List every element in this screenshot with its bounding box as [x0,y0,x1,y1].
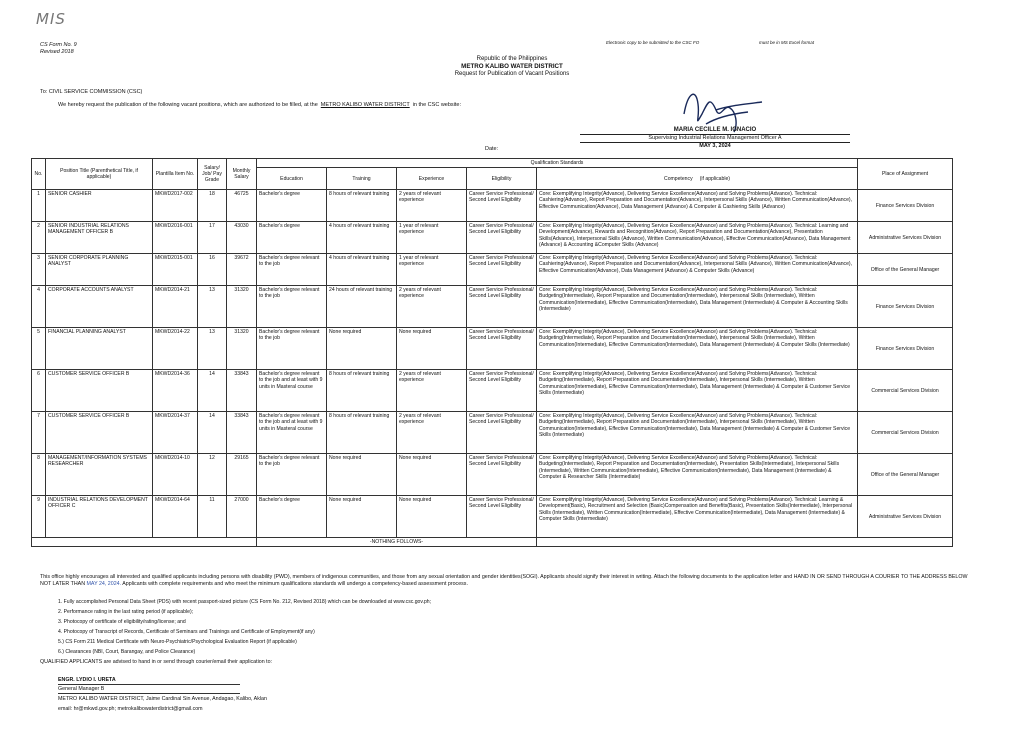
general-manager-block [58,676,267,714]
training-req: 8 hours of relevant training [327,190,397,222]
competency-req: Core: Exemplifying Integrity(Advance), Delivering Service Excellence(Advance) and Solving Problems(Advance). Technical: Budgeting(Intermediate), Report Preparation and Documentation(Intermediate), Presentation Skills(Intermediate), Interpersonal Skills (Intermediate), Written Communication(Intermediate), Effective Communication(Intermediate), Data Management (Intermediate) & Computer & Researcher Skills (Intermediate) [537,454,858,496]
monthly-salary: 31320 [227,286,257,328]
training-req: 8 hours of relevant training [327,412,397,454]
place-of-assignment: Office of the General Manager [858,254,953,286]
position-title: SENIOR CORPORATE PLANNING ANALYST [46,254,153,286]
position-title: FINANCIAL PLANNING ANALYST [46,328,153,370]
plantilla-item: MKWD2014-21 [153,286,198,328]
form-number-label: CS Form No. 9 [40,42,77,48]
notice-text: This office highly encourages all interested and qualified applicants including persons with disability (PWD), members of indigenous communities, and those from any sexual orientation and gender identities(SOGI). Applicants should signify their interest in writing. Attach the following documents to the application letter and HAND IN OR SEND THROUGH A COURIER TO THE ADDRESS BELOW NOT LATER THAN [40,574,968,587]
signatory-block [600,127,830,150]
training-req: 4 hours of relevant training [327,254,397,286]
footer-blank [32,538,257,547]
position-title: CORPORATE ACCOUNTS ANALYST [46,286,153,328]
place-of-assignment: Office of the General Manager [858,454,953,496]
education-req: Bachelor's degree relevant to the job [257,254,327,286]
agency-name: METRO KALIBO WATER DISTRICT [461,63,563,71]
training-req: None required [327,454,397,496]
place-of-assignment: Commercial Services Division [858,370,953,412]
header-salary-grade: Salary/ Job/ Pay Grade [198,159,227,190]
table-row [32,222,953,254]
row-number: 2 [32,222,46,254]
electronic-copy-note: Electronic copy to be submitted to the CSC FO [606,40,700,45]
header-competency-note: (if applicable) [699,175,730,182]
competency-req: Core: Exemplifying Integrity(Advance), Delivering Service Excellence(Advance) and Solving Problems(Advance). Technical: Learning and Development(Advance), Rewards and Recognition(Advance), Report Preparation and Documentation(Advance), Presentation Skills(Advance), Interpersonal Skills (Advance), Written Communication(Advance), Effective Communication(Advance), Data Management (Advance) & Accounting &Computer Skills (Advance) [537,222,858,254]
republic-line: Republic of the Philippines [476,56,548,62]
notice-text2: Applicants with complete requirements and who meet the minimum qualifications standards will undergo a competency-based assessment process. [122,581,468,587]
table-row [32,254,953,286]
table-row [32,190,953,222]
monthly-salary: 33843 [227,370,257,412]
form-revised-label: Revised 2018 [40,49,74,55]
competency-req: Core: Exemplifying Integrity(Advance), Delivering Service Excellence(Advance) and Solving Problems(Advance). Technical: Budgeting(Intermediate), Report Preparation and Documentation(Intermediate), Interpersonal Skills (Intermediate), Written Communication(Intermediate), Effective Communication(Intermediate), Data Management (Intermediate) & Computer & Customer Service Skills (Intermediate) [537,370,858,412]
education-req: Bachelor's degree relevant to the job [257,286,327,328]
notice-deadline: MAY 24, 2024. [86,581,122,587]
monthly-salary: 31320 [227,328,257,370]
header-training: Training [327,168,397,190]
salary-grade: 18 [198,190,227,222]
header-position: Position Title (Parenthetical Title, if applicable) [46,159,153,190]
experience-req: 2 years of relevant experience [397,286,467,328]
request-agency: METRO KALIBO WATER DISTRICT [320,102,410,108]
competency-req: Core: Exemplifying Integrity(Advance), Delivering Service Excellence(Advance) and Solving Problems(Advance). Technical: Budgeting(Intermediate), Report Preparation and Documentation(Intermediate), Interpersonal Skills (Intermediate), Written Communication(Intermediate), Effective Communication(Intermediate), Data Management (Intermediate) & Computer & Accounting Skills (Intermediate) [537,286,858,328]
date-label: Date: [485,146,499,152]
monthly-salary: 33843 [227,412,257,454]
request-prefix: We hereby request the publication of the following vacant positions, which are authorized to be filled, at the [58,102,318,108]
row-number: 6 [32,370,46,412]
requirement-item: 4. Photocopy of Transcript of Records, Certificate of Seminars and Trainings and Certificate of Employment(if any) [58,629,315,635]
experience-req: None required [397,328,467,370]
place-of-assignment: Finance Services Division [858,190,953,222]
header-competency [537,168,858,190]
salary-grade: 17 [198,222,227,254]
experience-req: 1 year of relevant experience [397,254,467,286]
gm-name: ENGR. LYDIO I. URETA [58,677,116,683]
signatory-date: MAY 3, 2024 [699,143,731,149]
qualified-applicants-note: QUALIFIED APPLICANTS are advised to hand in or send through courier/email their application to: [40,659,273,665]
row-number: 4 [32,286,46,328]
monthly-salary: 39672 [227,254,257,286]
header-competency-label: Competency [664,175,693,182]
competency-req: Core: Exemplifying Integrity(Advance), Delivering Service Excellence(Advance) and Solving Problems(Advance). Technical: Learning & Development(Basic), Recruitment and Selection (Basic)Compensation and Benefits(Basic), Presentation Skills(Intermediate), Interpersonal Skills (Intermediate), Written Communication(Intermediate), Effective Communication(Intermediate), Data Management (Intermediate) & Computer Skills (Intermediate) [537,496,858,538]
salary-grade: 14 [198,370,227,412]
header-eligibility: Eligibility [467,168,537,190]
experience-req: 2 years of relevant experience [397,412,467,454]
salary-grade: 11 [198,496,227,538]
education-req: Bachelor's degree relevant to the job and at least with 9 units in Masteral course [257,412,327,454]
eligibility-req: Career Service Professional/ Second Level Eligibility [467,496,537,538]
position-title: INDUSTRIAL RELATIONS DEVELOPMENT OFFICER C [46,496,153,538]
signatory-name: MARIA CECILLE M. IGNACIO [673,127,757,133]
table-row [32,286,953,328]
salary-grade: 13 [198,286,227,328]
plantilla-item: MKWD2015-001 [153,254,198,286]
training-req: 4 hours of relevant training [327,222,397,254]
position-title: CUSTOMER SERVICE OFFICER B [46,370,153,412]
training-req: None required [327,328,397,370]
document-header [0,56,1024,79]
header-plantilla: Plantilla Item No. [153,159,198,190]
footer-blank-right [537,538,953,547]
form-number [40,42,77,56]
signatory-title: Supervising Industrial Relations Management Officer A [648,135,782,141]
plantilla-item: MKWD2014-37 [153,412,198,454]
requirement-item: 3. Photocopy of certificate of eligibility/rating/license; and [58,619,186,625]
position-title: MANAGEMENT/INFORMATION SYSTEMS RESEARCHER [46,454,153,496]
row-number: 3 [32,254,46,286]
education-req: Bachelor's degree [257,190,327,222]
request-suffix: in the CSC website: [412,102,462,108]
vacant-positions-table [31,158,953,547]
eligibility-req: Career Service Professional/ Second Level Eligibility [467,328,537,370]
education-req: Bachelor's degree relevant to the job [257,328,327,370]
position-title: SENIOR INDUSTRIAL RELATIONS MANAGEMENT OFFICER B [46,222,153,254]
addressee-line: To: CIVIL SERVICE COMMISSION (CSC) [40,89,143,95]
table-row [32,328,953,370]
gm-title: General Manager B [58,686,105,692]
monthly-salary: 43030 [227,222,257,254]
header-qualification: Qualification Standards [257,159,858,168]
place-of-assignment: Administrative Services Division [858,496,953,538]
plantilla-item: MKWD2014-10 [153,454,198,496]
salary-grade: 16 [198,254,227,286]
eligibility-req: Career Service Professional/ Second Level Eligibility [467,370,537,412]
header-experience: Experience [397,168,467,190]
eligibility-req: Career Service Professional/ Second Level Eligibility [467,286,537,328]
row-number: 5 [32,328,46,370]
monthly-salary: 29165 [227,454,257,496]
handwritten-annotation: MIS [36,10,66,28]
salary-grade: 14 [198,412,227,454]
eligibility-req: Career Service Professional/ Second Level Eligibility [467,254,537,286]
training-req: 24 hours of relevant training [327,286,397,328]
row-number: 8 [32,454,46,496]
header-place: Place of Assignment [858,159,953,190]
competency-req: Core: Exemplifying Integrity(Advance), Delivering Service Excellence(Advance) and Solving Problems(Advance). Technical: Budgeting(Intermediate), Report Preparation and Documentation(Intermediate), Interpersonal Skills (Intermediate), Written Communication(Intermediate), Effective Communication(Intermediate), Data Management (Intermediate) & Computer & Customer Service Skills (Intermediate) [537,412,858,454]
requirement-item: 5.) CS Form 211 Medical Certificate with Neuro-Psychiatric/Psychological Evaluation Report (if applicable) [58,639,297,645]
experience-req: 1 year of relevant experience [397,222,467,254]
place-of-assignment: Finance Services Division [858,286,953,328]
requirement-item: 6.) Clearances (NBI, Court, Barangay, and Police Clearance) [58,649,196,655]
competency-req: Core: Exemplifying Integrity(Advance), Delivering Service Excellence(Advance) and Solving Problems(Advance). Technical: Cashiering(Advance), Report Preparation and Documentation(Advance), Interpersonal Skills (Advance), Written Communication(Advance), Effective Communication(Advance), Data Management (Advance) & Computer Skills (Advance) [537,254,858,286]
salary-grade: 12 [198,454,227,496]
monthly-salary: 27000 [227,496,257,538]
excel-format-note: must be in MS Excel format [759,40,815,45]
table-row [32,496,953,538]
requirement-item: 1. Fully accomplished Personal Data Sheet (PDS) with recent passport-sized picture (CS Form No. 212, Revised 2018) which can be downloaded at www.csc.gov.ph; [58,599,432,605]
notice-paragraph [40,574,980,588]
salary-grade: 13 [198,328,227,370]
plantilla-item: MKWD2014-36 [153,370,198,412]
education-req: Bachelor's degree relevant to the job and at least with 9 units in Masteral course [257,370,327,412]
row-number: 7 [32,412,46,454]
experience-req: 2 years of relevant experience [397,190,467,222]
position-title: CUSTOMER SERVICE OFFICER B [46,412,153,454]
plantilla-item: MKWD2016-001 [153,222,198,254]
competency-req: Core: Exemplifying Integrity(Advance), Delivering Service Excellence(Advance) and Solving Problems(Advance). Technical: Budgeting(Intermediate), Report Preparation and Documentation(Intermediate), Interpersonal Skills (Intermediate), Written Communication(Intermediate), Effective Communication(Intermediate), Data Management (Intermediate) & Computer Skills (Intermediate) [537,328,858,370]
training-req: 8 hours of relevant training [327,370,397,412]
place-of-assignment: Finance Services Division [858,328,953,370]
table-row [32,370,953,412]
eligibility-req: Career Service Professional/ Second Level Eligibility [467,412,537,454]
education-req: Bachelor's degree [257,222,327,254]
document-subtitle: Request for Publication of Vacant Positions [454,71,570,78]
row-number: 9 [32,496,46,538]
requirement-item: 2. Performance rating in the last rating period (if applicable); [58,609,194,615]
plantilla-item: MKWD2014-64 [153,496,198,538]
place-of-assignment: Administrative Services Division [858,222,953,254]
requirements-list [58,597,431,657]
place-of-assignment: Commercial Services Division [858,412,953,454]
request-statement [58,102,461,108]
header-education: Education [257,168,327,190]
eligibility-req: Career Service Professional/ Second Level Eligibility [467,222,537,254]
position-title: SENIOR CASHIER [46,190,153,222]
competency-req: Core: Exemplifying Integrity(Advance), Delivering Service Excellence(Advance) and Solving Problems(Advance). Technical: Cashiering(Advance), Report Preparation and Documentation(Advance), Interpersonal Skills (Advance), Written Communication(Advance), Effective Communication(Advance), Data Management (Advance) & Computer & Cashiering Skills (Advance) [537,190,858,222]
eligibility-req: Career Service Professional/ Second Level Eligibility [467,454,537,496]
plantilla-item: MKWD2014-22 [153,328,198,370]
experience-req: None required [397,496,467,538]
row-number: 1 [32,190,46,222]
monthly-salary: 46725 [227,190,257,222]
experience-req: None required [397,454,467,496]
nothing-follows: -NOTHING FOLLOWS- [257,538,537,547]
table-row [32,454,953,496]
eligibility-req: Career Service Professional/ Second Level Eligibility [467,190,537,222]
experience-req: 2 years of relevant experience [397,370,467,412]
header-monthly-salary: Monthly Salary [227,159,257,190]
table-row [32,412,953,454]
education-req: Bachelor's degree relevant to the job [257,454,327,496]
gm-address: METRO KALIBO WATER DISTRICT, Jaime Cardinal Sin Avenue, Andagao, Kalibo, Aklan [58,696,267,702]
plantilla-item: MKWD2017-002 [153,190,198,222]
training-req: None required [327,496,397,538]
education-req: Bachelor's degree [257,496,327,538]
gm-email: email: hr@mkwd.gov.ph; metrokalibowaterdistrict@gmail.com [58,706,203,712]
header-no: No. [32,159,46,190]
